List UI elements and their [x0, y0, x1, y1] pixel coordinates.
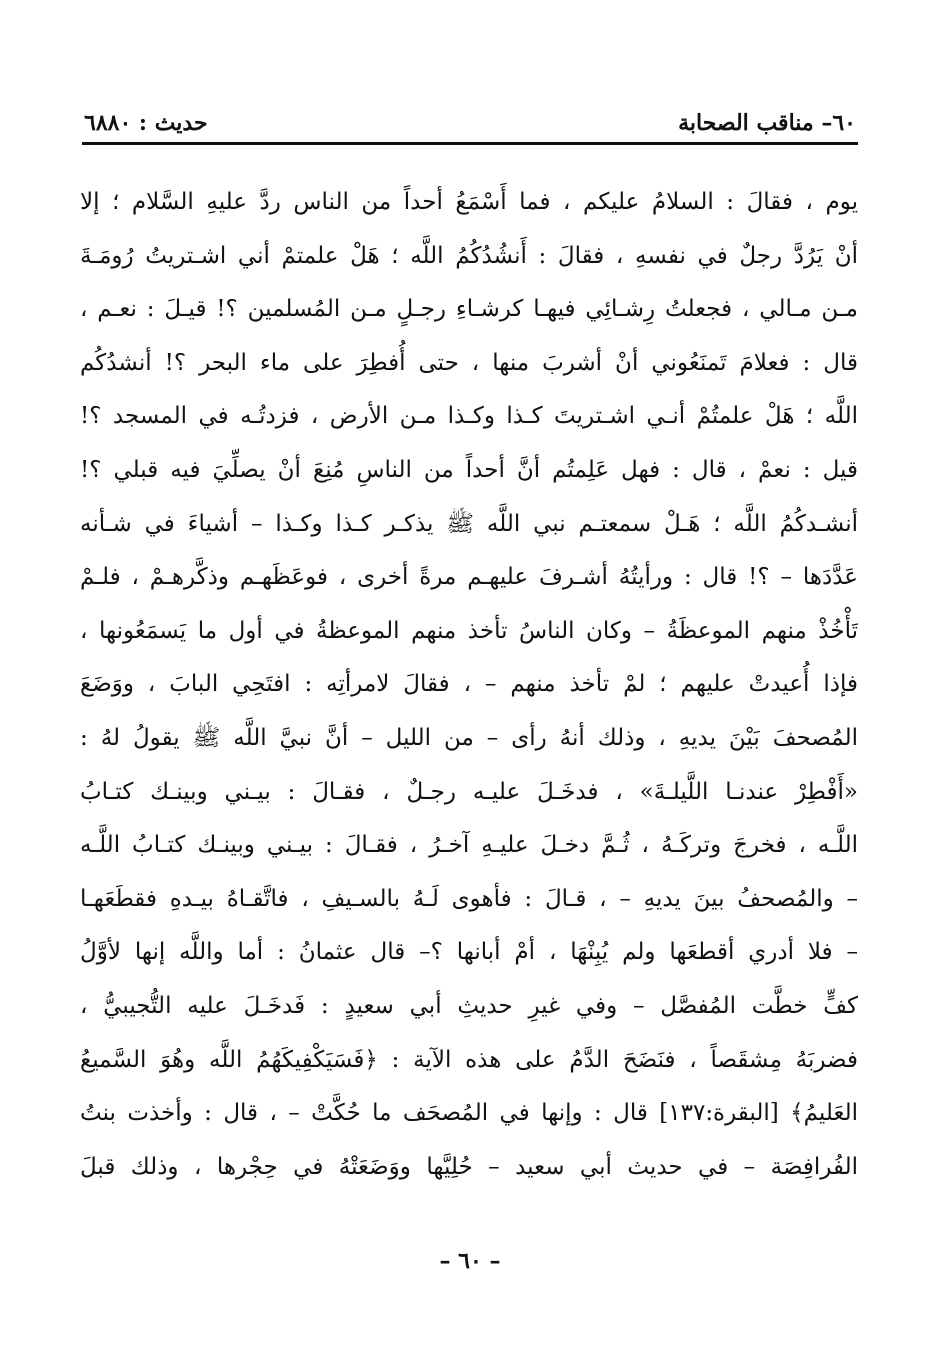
text-line: تَأْخُذْ منهم الموعظَةُ – وكان الناسُ تأخذ منهم الموعظةُ في أول ما يَسمَعُونها ،: [80, 617, 858, 644]
running-header: [84, 96, 856, 136]
text-line: «أَفْطِرْ عندنـا اللَّيلـةَ» ، فدخَـلَ عليـه رجـلٌ ، فقـالَ : بيـني وبينـك كتـابُ: [80, 778, 858, 805]
text-line: عَدَّدَها – ؟! قال : ورأيتُهُ أشـرفَ عليهـم مرةً أخرى ، فوعَظَهـم وذكَّرهـمْ ، فلـمْ: [80, 564, 858, 591]
text-line: اللَّه ؛ هَلْ علمتُمْ أنـي اشـتريتَ كـذا وكـذا مـن الأرض ، فزدتُـه في المسجد ؟!: [80, 403, 858, 430]
text-line: قيل : نعمْ ، قال : فهل عَلِمتُم أنَّ أحداً من الناسِ مُنِعَ أنْ يصلِّيَ فيه قبلي ؟!: [80, 456, 858, 483]
text-line: فضربَهُ مِشقَصاً ، فنَضَحَ الدَّمُ على هذه الآية : ﴿فَسَيَكْفِيكَهُمُ اللَّه وهُوَ السَّميعُ: [80, 1046, 858, 1073]
text-line: يوم ، فقالَ : السلامُ عليكم ، فما أَسْمَعُ أحداً من الناس ردَّ عليهِ السَّلام ؛ إلا: [80, 189, 858, 215]
body-text: [80, 176, 858, 1194]
section-title: ٦٠– مناقب الصحابة: [678, 110, 856, 136]
header-rule: [82, 142, 858, 145]
text-line: الفُرافِصَة – في حديث أبي سعيد – حُلِيَّها ووَضَعَتْهُ في حِجْرها ، وذلك قبلَ: [80, 1153, 858, 1180]
text-line: أنشـدكُمُ اللَّه ؛ هَـلْ سمعتـم نبي اللَّه ﷺ يذكـر كـذا وكـذا – أشياءَ في شـأنه: [80, 510, 858, 537]
text-line: كفٍّ خطَّت المُفصَّل – وفي غيرِ حديثِ أبي سعيدٍ : فَدخَـلَ عليه التُّجيبيُّ ،: [80, 992, 858, 1019]
text-line: – والمُصحفُ بينَ يديهِ – ، قـالَ : فأهوى لَـهُ بالسـيفِ ، فاتَّقـاهُ بيـدهِ فقطَعَهـا: [80, 885, 858, 912]
text-line: المُصحفَ بَيْنَ يديهِ ، وذلك أنهُ رأى – من الليل – أنَّ نبيَّ اللَّه ﷺ يقولُ لهُ :: [80, 724, 858, 751]
text-line: – فلا أدري أقطعَها ولم يُبِنْهَا ، أمْ أبانها ؟– قال عثمانُ : أما واللَّه إنها لأوَّلُ: [80, 939, 858, 966]
text-line: اللَّـه ، فخرجَ وتركَـهُ ، ثُـمَّ دخـلَ عليـهِ آخـرُ ، فقـالَ : بيـني وبينـك كتـابُ اللَّـه: [80, 832, 858, 859]
text-line: فإذا أُعيدتْ عليهم ؛ لمْ تأخذ منهم – ، فقالَ لامرأتِه : افتَحِي البابَ ، ووَضَعَ: [80, 671, 858, 698]
hadith-reference: حديث : ٦٨٨٠: [84, 110, 208, 136]
text-line: مـن مـالي ، فجعلتُ رِشـائِي فيهـا كرشـاءِ رجـلٍ مـن المُسلمين ؟! قيـلَ : نعـم ،: [80, 296, 858, 323]
text-line: أنْ يَرُدَّ رجلٌ في نفسهِ ، فقالَ : أَنشُدُكُمُ اللَّه ؛ هَلْ علمتمْ أني اشـتريتُ رُومَـةَ: [80, 242, 858, 269]
text-line: قال : فعلامَ تَمنَعُوني أنْ أشربَ منها ، حتى أُفطِرَ على ماء البحر ؟! أنشدُكُم: [80, 349, 858, 376]
page-number: – ٦٠ –: [439, 1248, 501, 1274]
text-line: العَليمُ﴾ [البقرة:١٣٧] قال : وإنها في المُصحَف ما حُكَّتْ – ، قال : وأخذت بنتُ: [80, 1100, 858, 1127]
